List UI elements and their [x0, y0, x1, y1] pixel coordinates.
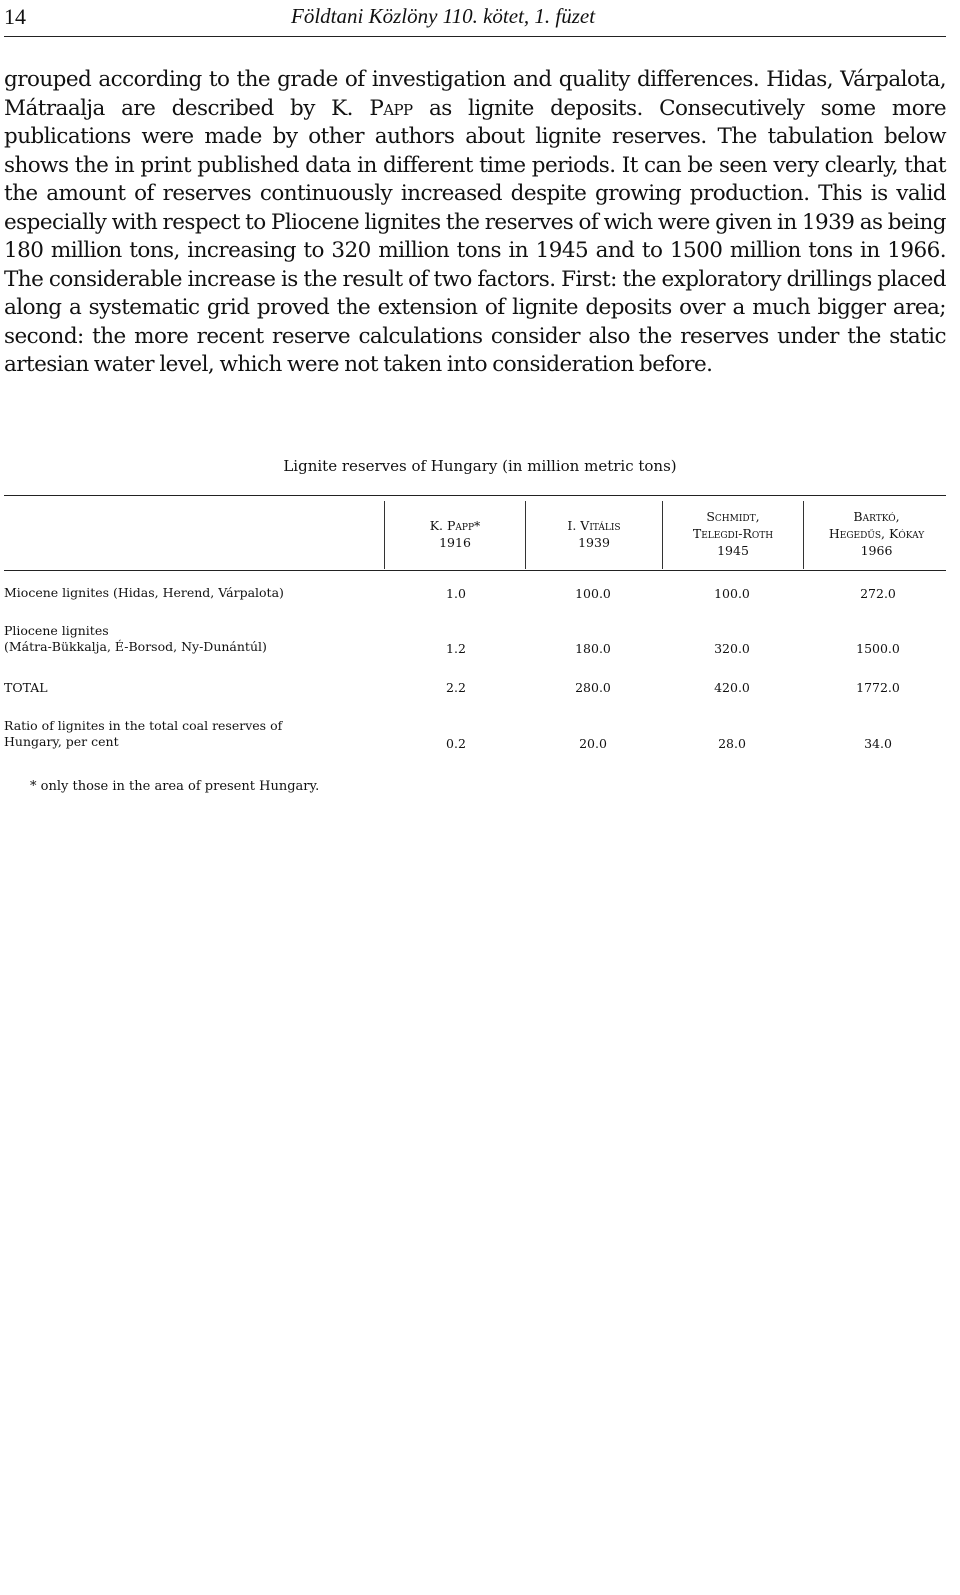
column-header-author: I. Vitális: [567, 518, 621, 533]
body-text-part-2: as lignite deposits. Consecutively some more publications were made by other authors about lignite reserves. The tabulation below shows the in print published data in different time periods. It can be seen very clearly, that the amount of reserves continuously increased despite growing production. This is valid especially with respect to Pliocene lignites the reserves of wich were given in 1939 as being 180 million tons, increasing to 320 million tons in 1945 and to 1500 million tons in 1966. The considerable increase is the result of two factors. First: the exploratory drillings placed along a systematic grid proved the extension of lignite deposits over a much bigger area; second: the more recent reserve calculations consider also the reserves under the static artesian water level, which were not taken into consideration before.: [4, 95, 946, 377]
running-header: [4, 4, 948, 34]
table-cell: 100.0: [714, 586, 750, 601]
row-label: [4, 623, 364, 655]
column-header-year: 1966: [860, 543, 893, 558]
table-cell: 1.2: [446, 641, 466, 656]
table-cell: 20.0: [579, 736, 607, 751]
column-header-year: 1916: [439, 535, 471, 550]
row-label-line: Ratio of lignites in the total coal reserves of: [4, 718, 283, 733]
table-cell: 0.2: [446, 736, 466, 751]
column-divider: [384, 501, 385, 569]
table-cell: 180.0: [575, 641, 611, 656]
column-divider: [662, 501, 663, 569]
table-footnote: * only those in the area of present Hungary.: [30, 779, 320, 794]
page-number: 14: [4, 4, 26, 29]
table-cell: 1772.0: [856, 680, 900, 695]
journal-title: Földtani Közlöny 110. kötet, 1. füzet: [291, 4, 596, 28]
table-cell: 100.0: [575, 586, 611, 601]
table-cell: 2.2: [446, 680, 466, 695]
table-cell: 1500.0: [856, 641, 900, 656]
column-header-author: Bartkó,: [853, 509, 900, 524]
table-header-rule: [4, 570, 946, 571]
row-label-line: Pliocene lignites: [4, 623, 109, 638]
table-top-rule: [4, 495, 946, 496]
row-label-line: (Mátra-Bükkalja, É-Borsod, Ny-Dunántúl): [4, 639, 267, 654]
body-paragraph: [4, 66, 946, 380]
table-cell: 280.0: [575, 680, 611, 695]
row-label: Miocene lignites (Hidas, Herend, Várpalota): [4, 585, 284, 600]
table-caption: Lignite reserves of Hungary (in million metric tons): [283, 457, 677, 475]
column-header-schmidt: [664, 508, 802, 559]
table-cell: 420.0: [714, 680, 750, 695]
column-header-author: Hegedűs, Kókay: [828, 526, 925, 541]
column-header-papp: [386, 517, 524, 551]
table-cell: 28.0: [718, 736, 746, 751]
row-label-line: Hungary, per cent: [4, 734, 119, 749]
row-label: [4, 718, 364, 750]
row-label: TOTAL: [4, 680, 48, 695]
column-header-author: Telegdi-Roth: [692, 526, 774, 541]
table-cell: 272.0: [860, 586, 896, 601]
column-divider: [525, 501, 526, 569]
column-header-year: 1939: [578, 535, 610, 550]
column-header-bartko: [805, 508, 948, 559]
table-cell: 320.0: [714, 641, 750, 656]
table-cell: 1.0: [446, 586, 466, 601]
column-header-author: Schmidt,: [706, 509, 760, 524]
body-text-part-1: grouped according to the grade of investigation and quality differences. Hidas, Várpalota, Mátraalja are described by K.: [4, 67, 946, 121]
column-header-author: K. Papp*: [429, 518, 481, 533]
table-cell: 34.0: [864, 736, 892, 751]
header-rule: [4, 36, 946, 37]
column-header-vitalis: [527, 517, 661, 551]
column-header-year: 1945: [717, 543, 749, 558]
column-divider: [803, 501, 804, 569]
author-name-papp: Papp: [369, 95, 413, 121]
